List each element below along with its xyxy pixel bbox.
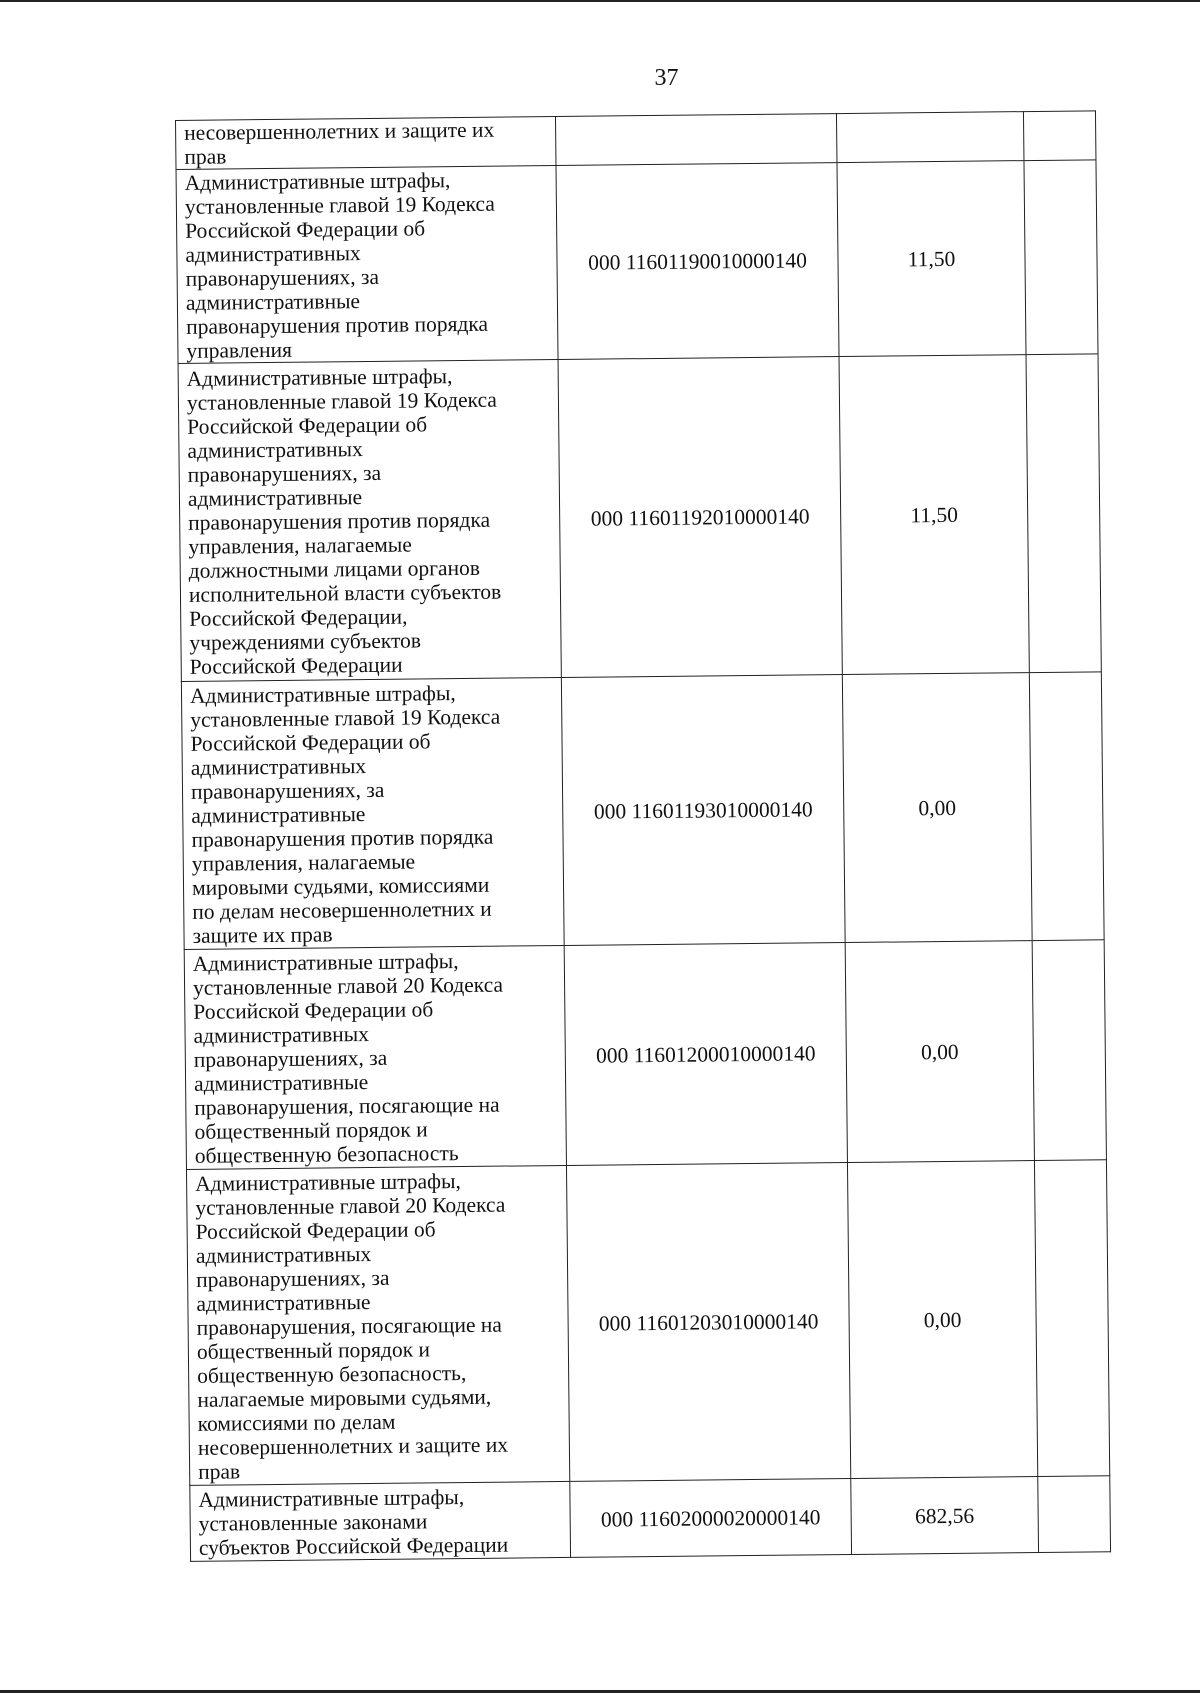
row-description: Административные штрафы, установленные законами субъектов Российской Федерации: [190, 1481, 571, 1561]
revenue-table: [175, 110, 1111, 1562]
row-amount: 11,50: [839, 355, 1029, 675]
row-code: 000 11601200010000140: [564, 943, 847, 1166]
row-code: [555, 114, 836, 166]
row-extra: [1026, 354, 1101, 673]
row-description: Административные штрафы, установленные главой 19 Кодекса Российской Федерации об административных правонарушениях, за административные правонарушения против порядка управления: [176, 166, 558, 364]
table-row: [178, 354, 1101, 682]
row-description: Административные штрафы, установленные главой 19 Кодекса Российской Федерации об административных правонарушениях, за административные правонарушения против порядка управления, налагаемые мировыми судьями, комиссиями по делам несовершеннолетних и защите их прав: [181, 677, 564, 949]
row-description: Административные штрафы, установленные главой 20 Кодекса Российской Федерации об административных правонарушениях, за административные правонарушения, посягающие на общественный порядок и общественную безопасность: [184, 945, 566, 1169]
row-description: Административные штрафы, установленные главой 19 Кодекса Российской Федерации об административных правонарушениях, за административные правонарушения против порядка управления, налагаемые должностными лицами органов исполнительной власти субъектов Российской Федерации, учреждениями субъектов Российской Федерации: [178, 360, 561, 682]
scan-edge-top: [0, 0, 1200, 6]
row-amount: [836, 112, 1024, 163]
table-row: [176, 160, 1098, 364]
row-amount: 0,00: [845, 941, 1034, 1163]
row-extra: [1029, 672, 1104, 941]
row-code: 000 11601190010000140: [556, 163, 839, 360]
page-number: 37: [654, 65, 679, 91]
row-code: 000 11601192010000140: [558, 357, 842, 678]
row-description: несовершеннолетних и защите их прав: [176, 117, 556, 170]
row-extra: [1032, 940, 1106, 1161]
row-code: 000 11601193010000140: [561, 675, 845, 946]
table-row: [190, 1476, 1111, 1562]
row-description: Административные штрафы, установленные главой 20 Кодекса Российской Федерации об административных правонарушениях, за административные правонарушения, посягающие на общественный порядок и общественную безопасность, налагаемые мировыми судьями, комиссиями по делам несовершеннолетних и защите их прав: [186, 1165, 569, 1485]
table-row: [181, 672, 1104, 950]
row-extra: [1023, 111, 1096, 161]
table-row: [184, 940, 1106, 1170]
row-code: 000 11601203010000140: [566, 1163, 850, 1482]
table-row: [186, 1160, 1109, 1486]
row-code: 000 11602000020000140: [570, 1478, 852, 1557]
row-amount: 682,56: [851, 1477, 1039, 1555]
row-extra: [1024, 160, 1098, 355]
row-amount: 0,00: [847, 1161, 1037, 1479]
scan-edge-bottom: [0, 1690, 1200, 1693]
row-amount: 0,00: [842, 673, 1032, 943]
row-extra: [1034, 1160, 1109, 1477]
row-amount: 11,50: [837, 161, 1026, 357]
row-extra: [1038, 1476, 1111, 1553]
